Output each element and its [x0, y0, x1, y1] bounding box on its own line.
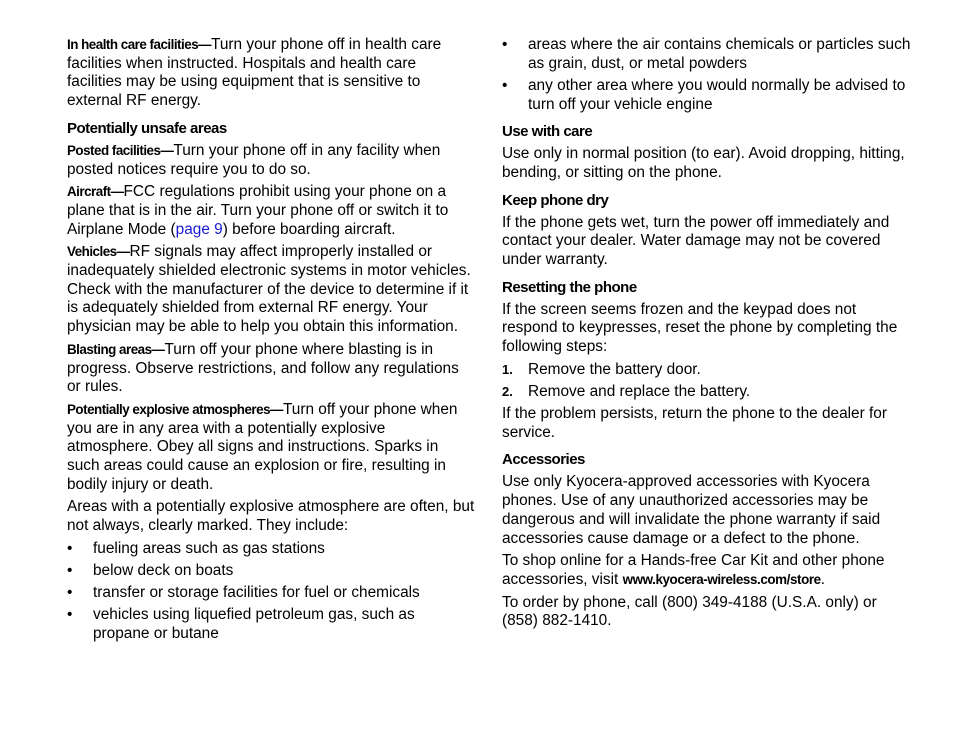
- step-number: 1.: [502, 361, 513, 377]
- shop-online-paragraph: [502, 552, 912, 589]
- use-with-care-heading: Use with care: [502, 123, 593, 141]
- explosive-areas-list-continued: [502, 36, 912, 114]
- use-with-care-text: Use only in normal position (to ear). Avoid dropping, hitting, bending, or sitting on the phone.: [502, 145, 905, 181]
- accessories-heading: Accessories: [502, 451, 585, 469]
- list-item: [502, 36, 912, 73]
- list-item: [67, 562, 475, 581]
- accessories-text: Use only Kyocera-approved accessories with Kyocera phones. Use of any unauthorized accessories may be dangerous and will invalidate the phone warranty if said accessories cause damage or a defect to the phone.: [502, 473, 881, 547]
- aircraft-paragraph: [67, 183, 475, 239]
- list-item: [67, 606, 475, 643]
- areas-intro: Areas with a potentially explosive atmosphere are often, but not always, clearly marked. They include:: [67, 498, 475, 535]
- list-item: [502, 361, 912, 380]
- resetting-heading: Resetting the phone: [502, 278, 637, 296]
- step-number: 2.: [502, 383, 513, 399]
- problem-persists-text: If the problem persists, return the phone to the dealer for service.: [502, 405, 887, 441]
- list-item-text: below deck on boats: [93, 561, 234, 579]
- shop-text: To shop online for a Hands-free Car Kit and other phone accessories, visit: [502, 552, 885, 588]
- page-9-link[interactable]: page 9: [175, 220, 223, 238]
- unsafe-areas-heading: Potentially unsafe areas: [67, 119, 227, 137]
- aircraft-term: Aircraft—: [67, 184, 124, 200]
- blasting-term: Blasting areas—: [67, 341, 165, 357]
- list-item: [502, 383, 912, 402]
- bullet-icon: •: [502, 36, 508, 53]
- explosive-areas-list: [67, 540, 475, 644]
- blasting-text: Turn off your phone where blasting is in progress. Observe restrictions, and follow any regulations or rules.: [67, 340, 459, 396]
- explosive-term: Potentially explosive atmospheres—: [67, 401, 283, 417]
- aircraft-text-end: ) before boarding aircraft.: [222, 220, 396, 238]
- health-care-text: Turn your phone off in health care facilities when instructed. Hospitals and health care facilities may be using equipment that is sensitive to external RF energy.: [67, 36, 442, 110]
- posted-term: Posted facilities—: [67, 142, 174, 158]
- vehicles-paragraph: [67, 243, 475, 337]
- explosive-paragraph: [67, 401, 475, 495]
- blasting-paragraph: [67, 341, 475, 397]
- explosive-text: Turn off your phone when you are in any area with a potentially explosive atmosphere. Obey all signs and instructions. Sparks in such areas could cause an explosion or fire, resulting in bodily injury or death.: [67, 400, 458, 493]
- step-text: Remove the battery door.: [528, 360, 701, 378]
- posted-facilities-paragraph: [67, 142, 475, 179]
- posted-text: Turn your phone off in any facility when posted notices require you to do so.: [67, 141, 441, 178]
- step-text: Remove and replace the battery.: [528, 382, 751, 400]
- health-care-paragraph: [67, 36, 475, 111]
- list-item: [67, 540, 475, 559]
- bullet-icon: •: [67, 539, 73, 557]
- list-item-text: vehicles using liquefied petroleum gas, such as propane or butane: [93, 606, 415, 642]
- bullet-icon: •: [502, 76, 508, 94]
- store-url-link[interactable]: www.kyocera-wireless.com/store: [622, 571, 821, 587]
- bullet-icon: •: [67, 584, 73, 602]
- list-item: [67, 584, 475, 603]
- order-by-phone-text: To order by phone, call (800) 349-4188 (U.S.A. only) or (858) 882-1410.: [502, 593, 877, 630]
- resetting-text: If the screen seems frozen and the keypad does not respond to keypresses, reset the phone by completing the following steps:: [502, 300, 898, 356]
- right-column: [502, 36, 912, 635]
- health-care-term: In health care facilities—: [67, 37, 212, 52]
- list-item: [502, 77, 912, 114]
- list-item-text: areas where the air contains chemicals or particles such as grain, dust, or metal powders: [528, 36, 911, 72]
- keep-phone-dry-text: If the phone gets wet, turn the power off immediately and contact your dealer. Water damage may not be covered under warranty.: [502, 213, 890, 269]
- vehicles-term: Vehicles—: [67, 244, 130, 260]
- keep-phone-dry-heading: Keep phone dry: [502, 191, 609, 209]
- bullet-icon: •: [67, 606, 73, 624]
- vehicles-text: RF signals may affect improperly installed or inadequately shielded electronic systems in motor vehicles. Check with the manufacturer of the device to determine if it is adequately shielded from external RF energy. Your physician may be able to help you obtain this information.: [67, 243, 471, 336]
- aircraft-text: FCC regulations prohibit using your phone on a plane that is in the air. Turn your phone off or switch it to Airplane Mode (: [67, 183, 449, 238]
- left-column: [67, 36, 475, 647]
- shop-text-end: .: [820, 570, 826, 588]
- list-item-text: fueling areas such as gas stations: [93, 539, 325, 557]
- list-item-text: transfer or storage facilities for fuel or chemicals: [93, 584, 420, 602]
- list-item-text: any other area where you would normally be advised to turn off your vehicle engine: [528, 76, 906, 113]
- reset-steps-list: [502, 361, 912, 402]
- bullet-icon: •: [67, 561, 73, 579]
